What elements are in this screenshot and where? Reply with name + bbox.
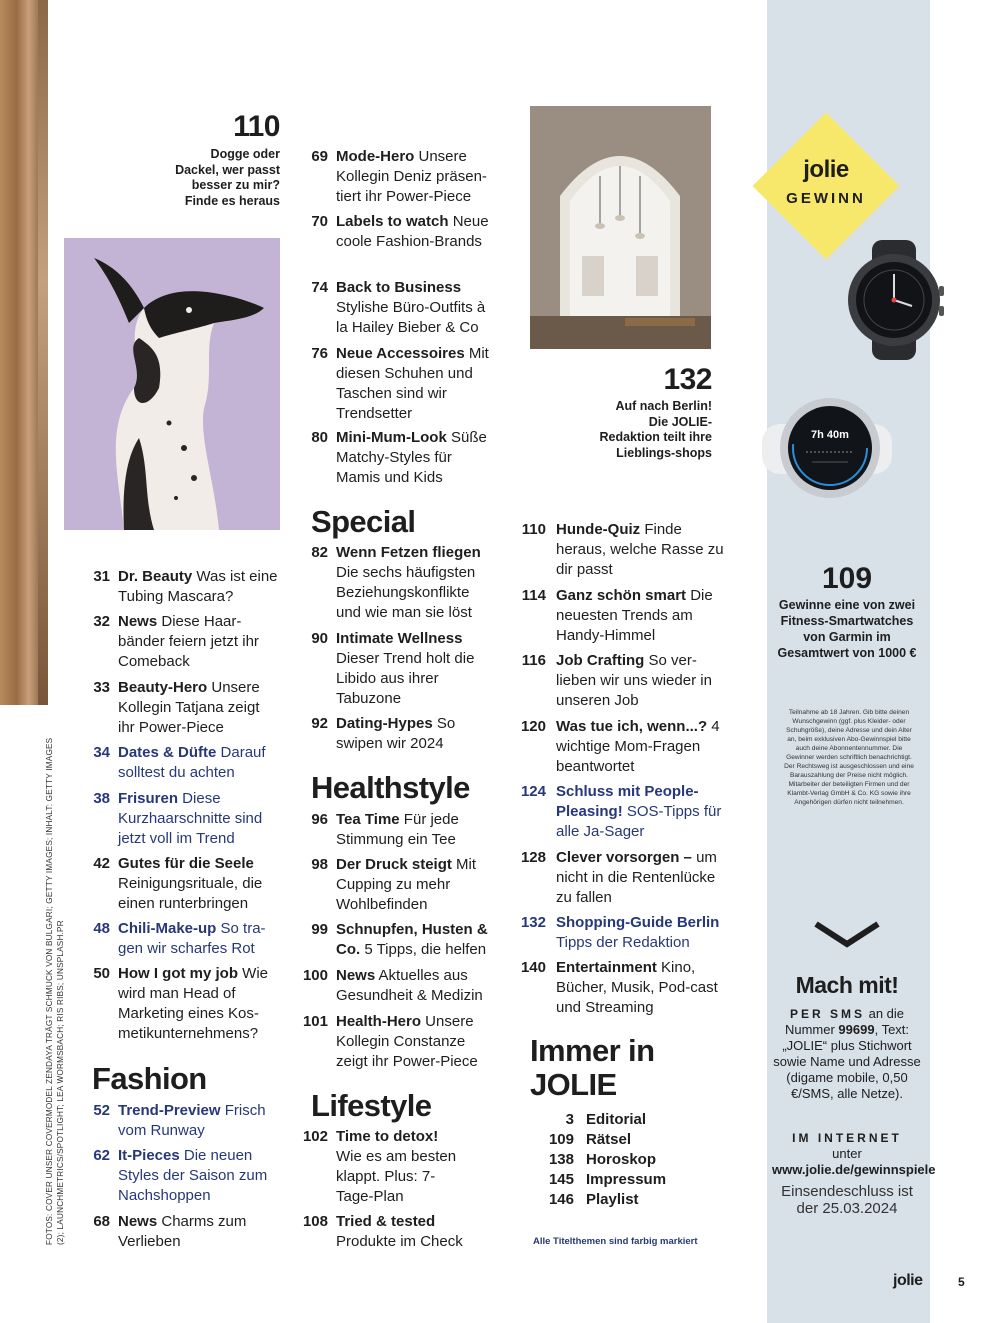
- toc-page: 34: [93, 744, 110, 761]
- toc-title: Wenn Fetzen fliegen: [336, 544, 481, 561]
- toc-title: Clever vorsorgen –: [556, 849, 692, 866]
- feature-dog-number: 110: [233, 110, 280, 143]
- toc-page: 124: [520, 783, 546, 800]
- toc-title: News: [118, 1213, 158, 1230]
- toc-title: Frisuren: [118, 790, 179, 807]
- toc-page: 128: [520, 849, 546, 866]
- toc-page: 120: [520, 718, 546, 735]
- toc-page: 62: [93, 1147, 110, 1164]
- toc-title: Mode-Hero: [336, 148, 415, 165]
- toc-title: Labels to watch: [336, 213, 449, 230]
- toc-title: Trend-Preview: [118, 1102, 221, 1119]
- dark-smartwatch-image: [838, 240, 948, 360]
- toc-page: 102: [302, 1128, 328, 1145]
- toc-desc: So ver-lieben wir uns wieder in unseren Job: [556, 652, 712, 709]
- toc-desc: Reinigungsrituale, die einen runterbringen: [118, 875, 263, 912]
- sms-text-b: , Text: „JOLIE“ plus Stichwort sowie Name und Adresse (digame mobile, 0,50 €/SMS, alle Netze).: [773, 1022, 921, 1101]
- toc-desc: Die neuen Styles der Saison zum Nachshoppen: [118, 1147, 268, 1204]
- toc-desc: Dieser Trend holt die Libido aus ihrer Tabuzone: [336, 650, 475, 707]
- toc-desc: Unsere Kollegin Deniz präsen-tiert ihr Power-Piece: [336, 148, 487, 205]
- toc-desc: Die neuesten Trends am Handy-Himmel: [556, 587, 713, 644]
- toc-desc: um nicht in die Rentenlücke zu fallen: [556, 849, 717, 906]
- toc-desc: SOS-Tipps für alle Ja-Sager: [556, 803, 722, 840]
- badge-logo: jolie: [803, 156, 849, 183]
- list-page: 146: [548, 1191, 574, 1208]
- toc-title: Der Druck steigt: [336, 856, 452, 873]
- prize-page-number: 109: [821, 562, 873, 595]
- toc-title: Job Crafting: [556, 652, 645, 669]
- toc-page: 99: [311, 921, 328, 938]
- toc-page: 38: [93, 790, 110, 807]
- toc-desc: Kino, Bücher, Musik, Pod-cast und Streaming: [556, 959, 718, 1016]
- toc-title: News: [336, 967, 376, 984]
- toc-page: 90: [311, 630, 328, 647]
- internet-url: www.jolie.de/gewinnspiele: [772, 1162, 936, 1177]
- toc-desc: Wie wird man Head of Marketing eines Kos-metikunternehmens?: [118, 965, 268, 1042]
- toc-page: 33: [93, 679, 110, 696]
- toc-page: 48: [93, 920, 110, 937]
- toc-page: 80: [311, 429, 328, 446]
- toc-desc: 4 wichtige Mom-Fragen beantwortet: [556, 718, 720, 775]
- toc-title: Dr. Beauty: [118, 568, 193, 585]
- section-title-fashion: Fashion: [92, 1061, 207, 1096]
- sms-label: PER SMS: [789, 1007, 865, 1021]
- cover-model-photo: [0, 0, 48, 705]
- list-page: 145: [548, 1171, 574, 1188]
- toc-title: News: [118, 613, 158, 630]
- toc-page: 74: [311, 279, 328, 296]
- feature-dog-text: Dogge oder Dackel, wer passt besser zu mir? Finde es heraus: [175, 147, 280, 208]
- toc-title: Mini-Mum-Look: [336, 429, 447, 446]
- toc-page: 101: [302, 1013, 328, 1030]
- toc-page: 82: [311, 544, 328, 561]
- toc-desc: Mit diesen Schuhen und Taschen sind wir Trendsetter: [336, 345, 489, 422]
- sms-instructions: [772, 1006, 922, 1102]
- toc-desc: Unsere Kollegin Tatjana zeigt ihr Power-Piece: [118, 679, 260, 736]
- photo-credits: FOTOS: COVER UNSER COVERMODEL ZENDAYA TRÄGT SCHMUCK VON BULGARI; GETTY IMAGES; INHALT: GETTY IMAGES (2); LAUNCHMETRICS/SPOTLIGHT; LEA WORMSBACH; RIS RIBS; UNSPLASH.PR: [45, 737, 65, 1245]
- toc-page: 70: [311, 213, 328, 230]
- toc-page: 110: [521, 521, 546, 538]
- toc-title: Tea Time: [336, 811, 400, 828]
- toc-title: Was tue ich, wenn...?: [556, 718, 708, 735]
- entry-deadline: Einsendeschluss ist der 25.03.2024: [781, 1183, 913, 1217]
- toc-page: 52: [93, 1102, 110, 1119]
- highlight-legend-note: Alle Titelthemen sind farbig markiert: [533, 1236, 698, 1247]
- chevron-down-icon: [812, 920, 882, 950]
- toc-page: 68: [93, 1213, 110, 1230]
- section-title-healthstyle: Healthstyle: [311, 770, 470, 805]
- toc-page: 42: [93, 855, 110, 872]
- toc-title: Health-Hero: [336, 1013, 422, 1030]
- list-label: Impressum: [586, 1171, 667, 1188]
- berlin-shop-photo: [530, 106, 711, 349]
- toc-desc: Charms zum Verlieben: [118, 1213, 247, 1250]
- page-number: 5: [958, 1275, 965, 1289]
- toc-page: 114: [521, 587, 546, 604]
- toc-desc: Aktuelles aus Gesundheit & Medizin: [336, 967, 483, 1004]
- toc-title: Dates & Düfte: [118, 744, 217, 761]
- internet-instructions: [772, 1130, 936, 1178]
- toc-title: Schluss mit People-Pleasing!: [556, 783, 699, 820]
- sms-number: 99699: [838, 1022, 875, 1037]
- toc-desc: Finde heraus, welche Rasse zu dir passt: [556, 521, 724, 578]
- toc-desc: Die sechs häufigsten Beziehungskonflikte und wie man sie löst: [336, 564, 476, 621]
- watch-screen-time: 7h 40m: [811, 429, 849, 441]
- list-page: 3: [565, 1111, 574, 1128]
- section-title-immer: Immer in JOLIE: [530, 1033, 655, 1102]
- dog-photo: [64, 238, 280, 530]
- toc-page: 69: [311, 148, 328, 165]
- toc-page: 31: [93, 568, 110, 585]
- toc-title: It-Pieces: [118, 1147, 180, 1164]
- toc-title: Gutes für die Seele: [118, 855, 254, 872]
- toc-desc: Neue coole Fashion-Brands: [336, 213, 489, 250]
- toc-title: Ganz schön smart: [556, 587, 687, 604]
- sms-text-a: an die Nummer: [784, 1006, 905, 1037]
- list-page: 109: [548, 1131, 574, 1148]
- feature-berlin-number: 132: [663, 363, 712, 396]
- toc-page: 76: [311, 345, 328, 362]
- toc-title: Dating-Hypes: [336, 715, 433, 732]
- toc-desc: Diese Haar-bänder feiern jetzt ihr Comeback: [118, 613, 259, 670]
- toc-page: 50: [93, 965, 110, 982]
- list-page: 138: [548, 1151, 574, 1168]
- toc-title: Hunde-Quiz: [556, 521, 641, 538]
- toc-desc: Mit Cupping zu mehr Wohlbefinden: [336, 856, 477, 913]
- toc-desc: Diese Kurzhaarschnitte sind jetzt voll im Trend: [118, 790, 263, 847]
- toc-title: Back to Business: [336, 279, 462, 296]
- toc-page: 140: [520, 959, 546, 976]
- toc-page: 132: [520, 914, 546, 931]
- toc-page: 96: [311, 811, 328, 828]
- toc-desc: Darauf solltest du achten: [118, 744, 266, 781]
- list-label: Editorial: [586, 1111, 647, 1128]
- feature-berlin-text: Auf nach Berlin! Die JOLIE-Redaktion teilt ihre Lieblings-shops: [599, 399, 712, 460]
- toc-page: 116: [521, 652, 546, 669]
- toc-title: Intimate Wellness: [336, 630, 463, 647]
- toc-title: Schnupfen, Husten & Co.: [336, 921, 488, 958]
- toc-desc: So swipen wir 2024: [336, 715, 456, 752]
- toc-title: Time to detox!: [336, 1128, 439, 1145]
- toc-desc: 5 Tipps, die helfen: [360, 941, 487, 958]
- toc-title: Entertainment: [556, 959, 657, 976]
- toc-title: Chili-Make-up: [118, 920, 217, 937]
- toc-title: How I got my job: [118, 965, 238, 982]
- call-to-action-title: Mach mit!: [795, 972, 899, 998]
- white-smartwatch-image: [762, 390, 892, 510]
- toc-desc: Wie es am besten klappt. Plus: 7-Tage-Plan: [336, 1148, 457, 1205]
- list-label: Horoskop: [586, 1151, 657, 1168]
- toc-title: Tried & tested: [336, 1213, 436, 1230]
- toc-desc: Unsere Kollegin Constanze zeigt ihr Power-Piece: [336, 1013, 478, 1070]
- internet-label: IM INTERNET: [792, 1131, 902, 1145]
- footer-logo: jolie: [893, 1272, 923, 1289]
- prize-description: Gewinne eine von zwei Fitness-Smartwatches von Garmin im Gesamtwert von 1000 €: [777, 598, 917, 660]
- toc-page: 100: [302, 967, 328, 984]
- toc-page: 98: [311, 856, 328, 873]
- toc-desc: Produkte im Check: [336, 1233, 463, 1250]
- toc-desc: Süße Matchy-Styles für Mamis und Kids: [336, 429, 487, 486]
- toc-desc: So tra-gen wir scharfes Rot: [118, 920, 266, 957]
- toc-title: Neue Accessoires: [336, 345, 465, 362]
- toc-page: 32: [93, 613, 110, 630]
- toc-desc: Was ist eine Tubing Mascara?: [118, 568, 278, 605]
- jolie-gewinn-badge: [752, 112, 900, 260]
- list-label: Rätsel: [586, 1131, 632, 1148]
- toc-title: Beauty-Hero: [118, 679, 208, 696]
- toc-desc: Frisch vom Runway: [118, 1102, 266, 1139]
- toc-title: Shopping-Guide Berlin: [556, 914, 720, 931]
- list-label: Playlist: [586, 1191, 639, 1208]
- toc-page: 108: [302, 1213, 328, 1230]
- toc-desc: Stylishe Büro-Outfits à la Hailey Bieber & Co: [336, 299, 486, 336]
- toc-desc: Für jede Stimmung ein Tee: [336, 811, 459, 848]
- section-title-lifestyle: Lifestyle: [311, 1088, 432, 1123]
- section-title-special: Special: [311, 504, 416, 539]
- prize-terms: Teilnahme ab 18 Jahren. Gib bitte deinen Wunschgewinn (ggf. plus Kleider- oder Schuhgröße), deine Adresse und dein Alter an, beim exklusiven Abo-Gewinnspiel bitte auch deine Abonnentennummer. Die Gewinner werden schriftlich benachrichtigt. Der Rechtsweg ist ausgeschlossen und eine Barauszahlung der Preise nicht möglich. Mitarbeiter der beteiligten Firmen und der Klambt-Verlag GmbH & Co. KG sowie ihre Angehörigen dürfen nicht teilnehmen.: [784, 709, 914, 806]
- toc-page: 92: [311, 715, 328, 732]
- internet-text: unter: [832, 1146, 862, 1161]
- badge-label: GEWINN: [786, 190, 866, 207]
- toc-desc: Tipps der Redaktion: [556, 934, 690, 951]
